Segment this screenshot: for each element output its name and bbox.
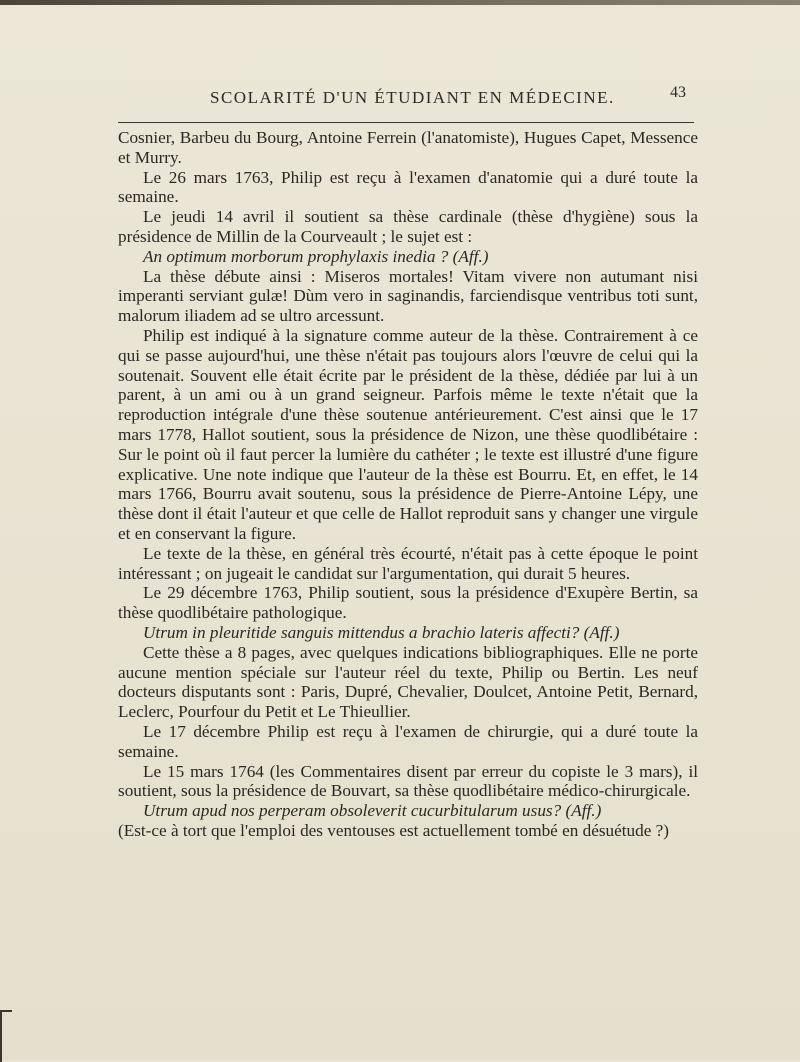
header-rule — [118, 122, 694, 123]
paragraph: (Est-ce à tort que l'emploi des ventouses est actuellement tombé en désuétude ?) — [118, 820, 669, 840]
paragraph: Le 15 mars 1764 (les Commentaires disent par erreur du copiste le 3 mars), il soutient, sous la présidence de Bouvart, sa thèse quodlibétaire médico-chirurgicale. — [118, 761, 698, 801]
paragraph: Le 17 décembre Philip est reçu à l'examen de chirurgie, qui a duré toute la semaine. — [118, 721, 698, 761]
page-header — [118, 84, 694, 124]
paragraph: Le 26 mars 1763, Philip est reçu à l'examen d'anatomie qui a duré toute la semaine. — [118, 167, 698, 207]
crop-mark — [0, 1010, 12, 1062]
paragraph: Cosnier, Barbeu du Bourg, Antoine Ferrein (l'anatomiste), Hugues Capet, Messence et Murry. — [118, 128, 698, 167]
thesis-title: Utrum in pleuritide sanguis mittendus a brachio lateris affecti? (Aff.) — [143, 622, 620, 642]
running-title: SCOLARITÉ D'UN ÉTUDIANT EN MÉDECINE. — [210, 88, 615, 107]
thesis-title: An optimum morborum prophylaxis inedia ? (Aff.) — [143, 246, 489, 266]
paragraph: La thèse débute ainsi : Miseros mortales! Vitam vivere non autumant nisi imperanti serviant gulæ! Dùm vero in saginandis, farciendisque ventribus toti sunt, malorum iliadem ad se ultro arcessunt. — [118, 266, 698, 326]
scan-edge — [0, 0, 800, 5]
page-number: 43 — [670, 84, 686, 101]
paragraph: Le jeudi 14 avril il soutient sa thèse cardinale (thèse d'hygiène) sous la présidence de Millin de la Courveault ; le sujet est : — [118, 207, 698, 246]
paragraph: Cette thèse a 8 pages, avec quelques indications bibliographiques. Elle ne porte aucune mention spéciale sur l'auteur réel du texte, Philip ou Bertin. Les neuf docteurs disputants sont : Paris, Dupré, Chevalier, Doulcet, Antoine Petit, Bernard, Leclerc, Pourfour du Petit et Le Thieullier. — [118, 642, 698, 722]
body-text — [118, 128, 698, 841]
paragraph: Philip est indiqué à la signature comme auteur de la thèse. Contrairement à ce qui se passe aujourd'hui, une thèse n'était pas toujours alors l'œuvre de celui qui la soutenait. Souvent elle était écrite par le président de la thèse, dédiée par lui à un parent, à un ami ou à un grand seigneur. Parfois même le texte n'était que la reproduction intégrale d'une thèse soutenue antérieurement. C'est ainsi que le 17 mars 1778, Hallot soutient, sous la présidence de Nizon, une thèse quodlibétaire : Sur le point où il faut percer la lumière du cathéter ; le texte est illustré d'une figure explicative. Une note indique que l'auteur de la thèse est Bourru. Et, en effet, le 14 mars 1766, Bourru avait soutenu, sous la présidence de Pierre-Antoine Lépy, une thèse dont il était l'auteur et que celle de Hallot reproduit sans y changer une virgule et en conservant la figure. — [118, 325, 698, 543]
thesis-title: Utrum apud nos perperam obsoleverit cucurbitularum usus? (Aff.) — [143, 801, 602, 821]
paragraph: Le 29 décembre 1763, Philip soutient, sous la présidence d'Exupère Bertin, sa thèse quodlibétaire pathologique. — [118, 583, 698, 623]
paragraph: Le texte de la thèse, en général très écourté, n'était pas à cette époque le point intéressant ; on jugeait le candidat sur l'argumentation, qui durait 5 heures. — [118, 543, 698, 583]
